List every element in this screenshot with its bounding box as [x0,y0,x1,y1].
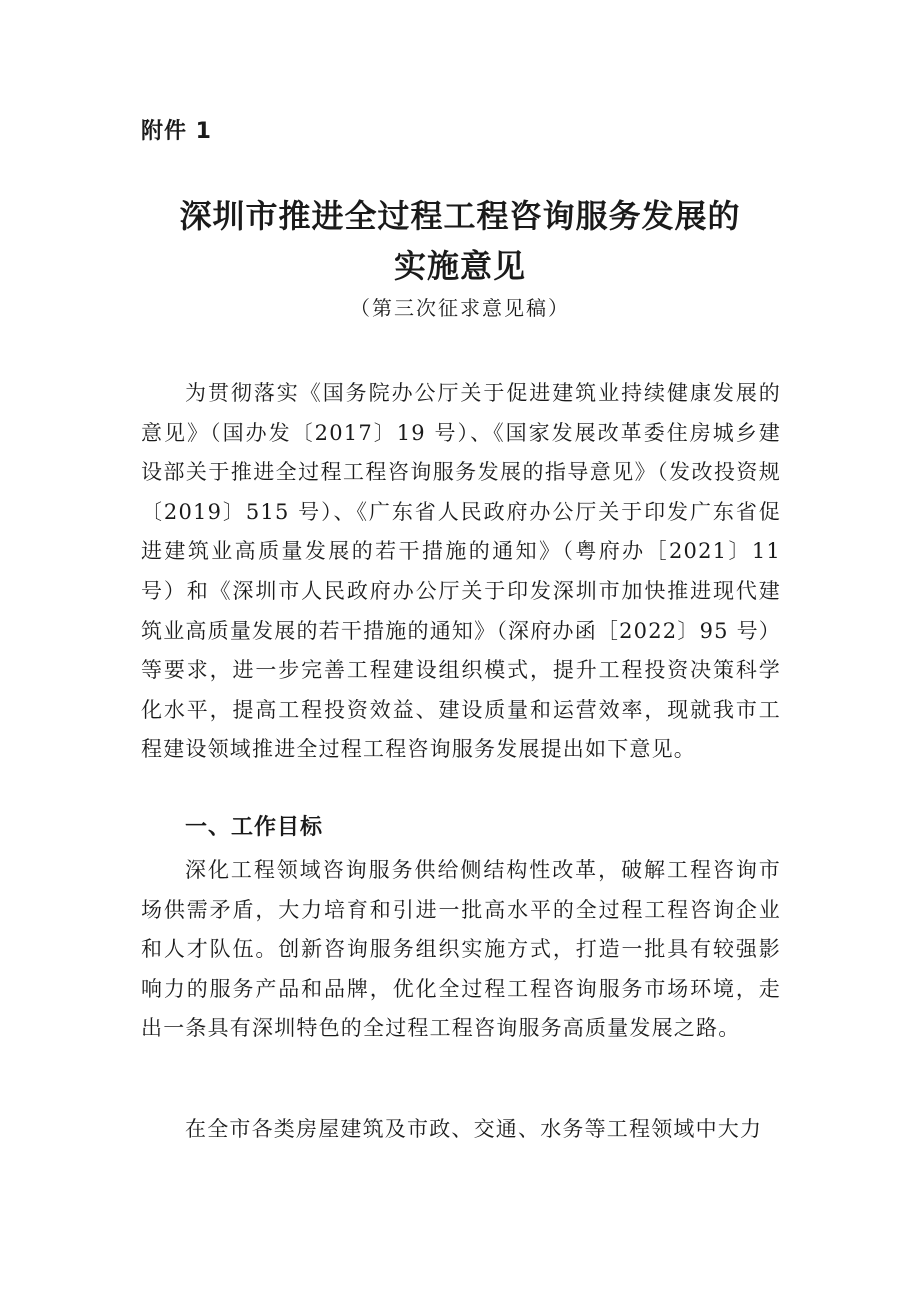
document-title-line-2: 实施意见 [393,247,526,285]
scope-paragraph-block [141,1110,781,1150]
intro-paragraph: 为贯彻落实《国务院办公厅关于促进建筑业持续健康发展的意见》（国办发〔2017〕19 号）、《国家发展改革委住房城乡建设部关于推进全过程工程咨询服务发展的指导意见》（发改投资规〔2019〕515 号）、《广东省人民政府办公厅关于印发广东省促进建筑业高质量发展的若干措施的通知》（粤府办［2021〕11 号）和《深圳市人民政府办公厅关于印发深圳市加快推进现代建筑业高质量发展的若干措施的通知》（深府办函［2022〕95 号）等要求，进一步完善工程建设组织模式，提升工程投资决策科学化水平，提高工程投资效益、建设质量和运营效率，现就我市工程建设领域推进全过程工程咨询服务发展提出如下意见。 [141,381,781,762]
scope-paragraph: 在全市各类房屋建筑及市政、交通、水务等工程领域中大力 [185,1117,763,1141]
attachment-label: 附件 1 [141,119,212,144]
goals-paragraph: 深化工程领域咨询服务供给侧结构性改革，破解工程咨询市场供需矛盾，大力培育和引进一批高水平的全过程工程咨询企业和人才队伍。创新咨询服务组织实施方式，打造一批具有较强影响力的服务产品和品牌，优化全过程工程咨询服务市场环境，走出一条具有深圳特色的全过程工程咨询服务高质量发展之路。 [141,858,781,1041]
section-heading-work-goals: 一、工作目标 [185,815,324,840]
intro-paragraph-block [141,374,781,770]
draft-subtitle: （第三次征求意见稿） [350,296,570,320]
goals-paragraph-block [141,851,781,1049]
document-title-line-1: 深圳市推进全过程工程咨询服务发展的 [179,197,741,235]
